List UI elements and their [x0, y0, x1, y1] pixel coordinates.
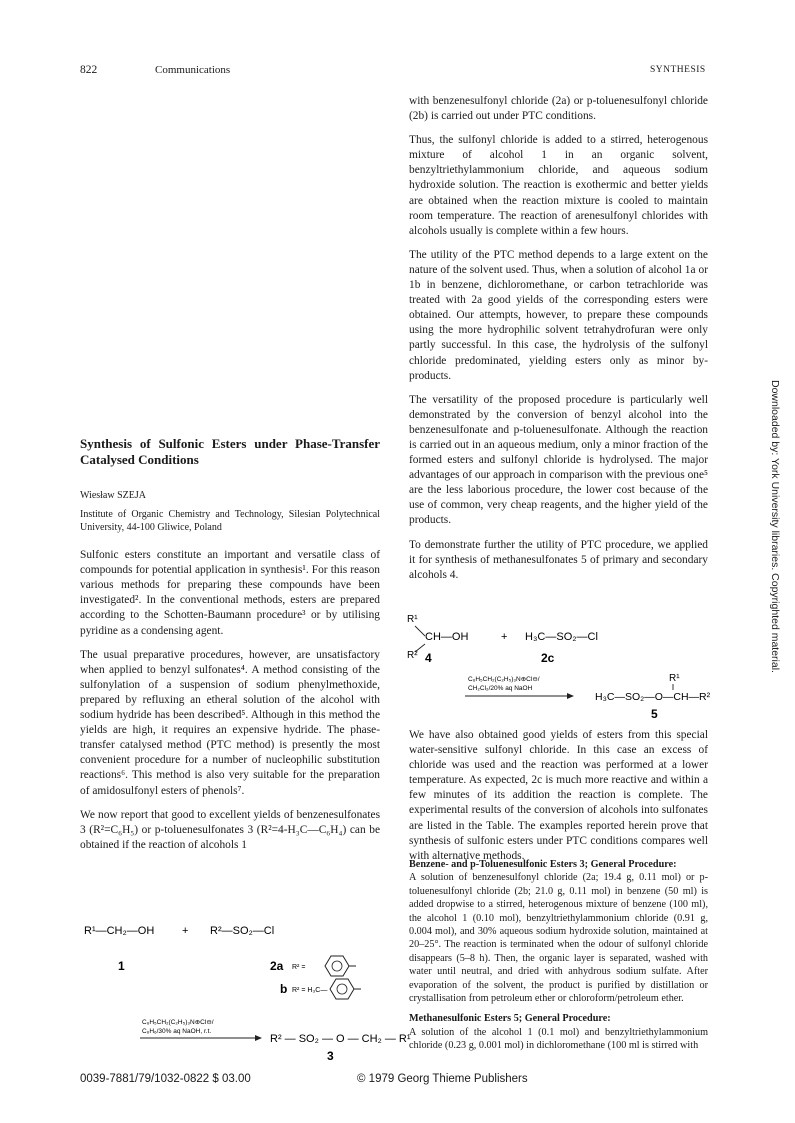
left-column [80, 436, 380, 862]
right-column [409, 94, 708, 592]
procedure-text: A solution of the alcohol 1 (0.1 mol) and benzyltriethylammonium chloride (0.23 g, 0.001 mol) in dichloromethane (100 ml is stirred with [409, 1026, 708, 1052]
conditions-line-2: C₆H₆/30% aq NaOH, r.t. [142, 1028, 212, 1035]
substituent-r1: R¹ [407, 614, 418, 625]
benzene-ring-icon [325, 956, 356, 976]
r2-definition-a: R² = [292, 964, 306, 971]
experimental-section [409, 858, 708, 1053]
procedure-heading: Methanesulfonic Esters 5; General Procedure: [409, 1013, 611, 1025]
conditions-line-2: CH₂Cl₂/20% aq NaOH [468, 685, 533, 692]
conditions-line-1: C₆H₅CH₂(C₂H₅)₃N⊕Cl⊖/ [468, 676, 540, 683]
compound-label-1: 1 [118, 959, 125, 973]
footer-code: 0039-7881/79/1032-0822 $ 03.00 [80, 1073, 251, 1085]
right-column-lower [409, 728, 708, 873]
paragraph: The usual preparative procedures, however, are unsatisfactory when applied to benzyl sulfonates⁴. A method consisting of the sulfonylation of a suspension of sodium phenylmethoxide, prepared by refluxing an etheral solution of the alcohol with sodium hydride has been described⁵. Although in this method the yields are high, it requires an expensive hydride. The phase-transfer catalysed method (PTC method) is presently the most convenient procedure for a number of nucleophilic substitution reactions⁶. This method is also very suitable for the preparation of amidosulfonyl esters of phenols⁷. [80, 648, 380, 797]
affiliation: Institute of Organic Chemistry and Technology, Silesian Polytechnical University, 44-100 Gliwice, Poland [80, 509, 380, 534]
paragraph: The versatility of the proposed procedure is particularly well demonstrated by the conversion of benzyl alcohol into the benzenesulfonate and p-toluenesulfonate. Although the reaction is carried out in an aqueous medium, only a minor fraction of the formed esters and sulfonyl chloride is hydrolysed. The major advantages of our approach in comparison with the previous one⁵ are the less laborious procedure, the lower cost because of the use of common, very cheap reagents, and the higher yield of the products. [409, 393, 708, 527]
reactant-1: R¹—CH₂—OH [84, 925, 155, 937]
conditions-line-1: C₆H₅CH₂(C₂H₅)₃N⊕Cl⊖/ [142, 1019, 214, 1026]
compound-label-2c: 2c [541, 651, 555, 665]
substituent-r2: R² [407, 650, 418, 661]
download-watermark: Downloaded by: York University libraries. Copyrighted material. [769, 380, 781, 673]
paragraph: We now report that good to excellent yields of benzenesulfonates 3 (R²=C₆H₅) or p-toluenesulfonates 3 (R²=4-H₃C—C₆H₄) can be obtained if the reaction of alcohols 1 [80, 808, 380, 851]
page-number: 822 [80, 64, 98, 76]
paragraph: To demonstrate further the utility of PTC procedure, we applied it for synthesis of methanesulfonates 5 of primary and secondary alcohols 4. [409, 538, 708, 581]
paragraph: We have also obtained good yields of esters from this special water-sensitive sulfonyl chloride. In this case an excess of chloride was used and the reaction was performed at a lower temperature. As expected, 2c is much more reactive and within a few minutes of its addition the reaction is complete. The experimental results of the conversion of alcohols into sulfonates are listed in the Table. The examples reported herein prove that synthesis of sulfonic esters under PTC conditions compares well with alternative methods. [409, 729, 708, 862]
compound-label-2b: b [280, 982, 288, 996]
compound-label-2a: 2a [270, 959, 284, 973]
paragraph: The utility of the PTC method depends to a large extent on the nature of the solvent used. Thus, when a solution of alcohol 1a or 1b in benzene, dichloromethane, or carbon tetrachloride was treated with 2a good yields of the corresponding esters were obtained. Our attempts, however, to prepare these compounds using the more hydrophilic solvent tetrahydrofuran were only partly successful. In this case, the hydrolysis of the sulfonyl chloride predominated, yielding esters only as minor by-products. [409, 248, 708, 382]
procedure-heading: Benzene- and p-Toluenesulfonic Esters 3; General Procedure: [409, 859, 677, 870]
compound-label-4: 4 [425, 651, 432, 665]
alcohol-4: CH—OH [425, 631, 469, 643]
footer-copyright: © 1979 Georg Thieme Publishers [357, 1073, 528, 1085]
compound-label-5: 5 [651, 707, 658, 721]
article-title: Synthesis of Sulfonic Esters under Phase-Transfer Catalysed Conditions [80, 436, 380, 467]
procedure-text: A solution of benzenesulfonyl chloride (2a; 19.4 g, 0.11 mol) or p-toluenesulfonyl chloride (2b; 21.0 g, 0.11 mol) in benzene (50 ml) is added dropwise to a stirred, heterogenous mixture of benzene (100 ml), the alcohol 1 (0.10 mol), benzyltriethylammonium chloride (0.91 g, 0.004 mol), and 30% aqueous sodium hydroxide solution, maintained at 20–25°. The reaction is terminated when the odour of sulfonyl chloride disappears (5–8 h). Then, the organic layer is separated, washed with water until neutral, and dried with anhydrous sodium sulfate. After evaporation of the solvent, the product is purified by distillation or crystallisation from petroleum ether or chloroform/petroleum ether. [409, 872, 708, 1005]
plus-sign: + [182, 925, 189, 937]
product: R² — SO₂ — O — CH₂ — R¹ [270, 1033, 411, 1045]
author: Wiesław SZEJA [80, 490, 146, 501]
r2-definition-b: R² = H₃C— [292, 987, 328, 994]
methanesulfonyl-chloride: H₃C—SO₂—Cl [525, 631, 598, 643]
product-r1: R¹ [669, 673, 680, 684]
reactant-2: R²—SO₂—Cl [210, 925, 275, 937]
arrow-head-icon [567, 693, 574, 699]
journal-name: SYNTHESIS [650, 65, 706, 75]
paragraph: Thus, the sulfonyl chloride is added to a stirred, heterogenous mixture of alcohol 1 in an organic solvent, benzyltriethylammonium chloride, and aqueous sodium hydroxide solution. The reaction is exothermic and better yields are obtained when the reaction mixture is cooled to maintain room temperature. The reaction of arenesulfonyl chlorides with alcohols usually is complete within a few hours. [409, 134, 708, 237]
toluene-ring-icon [330, 979, 361, 999]
arrow-head-icon [255, 1035, 262, 1041]
compound-label-3: 3 [327, 1049, 334, 1063]
section-label: Communications [155, 64, 231, 76]
reaction-scheme-1 [80, 916, 411, 1066]
paragraph: with benzenesulfonyl chloride (2a) or p-toluenesulfonyl chloride (2b) is carried out under PTC conditions. [409, 95, 708, 123]
plus-sign: + [501, 631, 508, 643]
product-5: H₃C—SO₂—O—CH—R² [595, 691, 711, 703]
paragraph: Sulfonic esters constitute an important and versatile class of compounds for potential application in synthesis¹. For this reason various methods for preparing these compounds have been investigated². In the conventional methods, esters are prepared according to the Schotten-Baumann procedure³ or by utilising pyridine as a condensing agent. [80, 549, 380, 637]
reaction-scheme-2 [405, 610, 710, 722]
